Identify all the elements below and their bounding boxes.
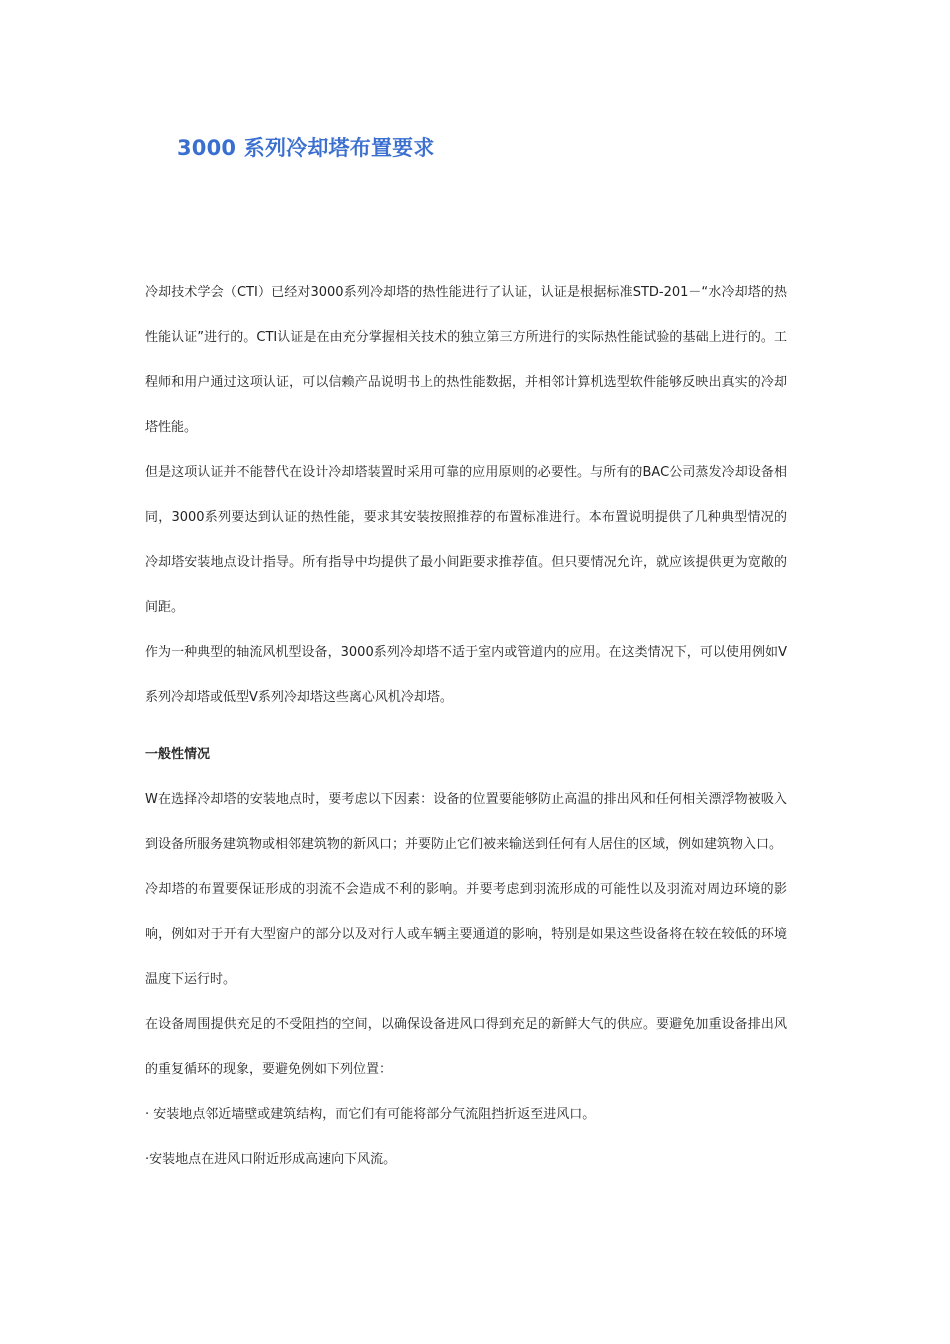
document-title: 3000 系列冷却塔布置要求 [177,136,435,160]
document-body [145,270,787,1182]
paragraph-clear-space: 在设备周围提供充足的不受阻挡的空间，以确保设备进风口得到充足的新鲜大气的供应。要避免加重设备排出风的重复循环的现象，要避免例如下列位置： [145,1017,787,1077]
paragraph-cti-certification: 冷却技术学会（CTI）已经对3000系列冷却塔的热性能进行了认证，认证是根据标准STD-201－“水冷却塔的热性能认证”进行的。CTI认证是在由充分掌握相关技术的独立第三方所进行的实际热性能试验的基础上进行的。工程师和用户通过这项认证，可以信赖产品说明书上的热性能数据，并相邻计算机选型软件能够反映出真实的冷却塔性能。 [145,285,787,435]
section-heading-general: 一般性情况 [145,747,211,762]
bullet-item-downdraft: ·安装地点在进风口附近形成高速向下风流。 [145,1152,397,1167]
bullet-item-walls: · 安装地点邻近墙壁或建筑结构，而它们有可能将部分气流阻挡折返至进风口。 [145,1107,596,1122]
paragraph-axial-fan-note: 作为一种典型的轴流风机型设备，3000系列冷却塔不适于室内或管道内的应用。在这类情况下，可以使用例如V系列冷却塔或低型V系列冷却塔这些离心风机冷却塔。 [145,645,787,705]
paragraph-application-principles: 但是这项认证并不能替代在设计冷却塔装置时采用可靠的应用原则的必要性。与所有的BAC公司蒸发冷却设备相同，3000系列要达到认证的热性能，要求其安装按照推荐的布置标准进行。本布置说明提供了几种典型情况的冷却塔安装地点设计指导。所有指导中均提供了最小间距要求推荐值。但只要情况允许，就应该提供更为宽敞的间距。 [145,465,787,615]
paragraph-site-selection: W在选择冷却塔的安装地点时，要考虑以下因素：设备的位置要能够防止高温的排出风和任何相关漂浮物被吸入到设备所服务建筑物或相邻建筑物的新风口；并要防止它们被来输送到任何有人居住的区域，例如建筑物入口。 [145,792,787,852]
paragraph-plume: 冷却塔的布置要保证形成的羽流不会造成不利的影响。并要考虑到羽流形成的可能性以及羽流对周边环境的影响，例如对于开有大型窗户的部分以及对行人或车辆主要通道的影响，特别是如果这些设备将在较在较低的环境温度下运行时。 [145,882,787,987]
